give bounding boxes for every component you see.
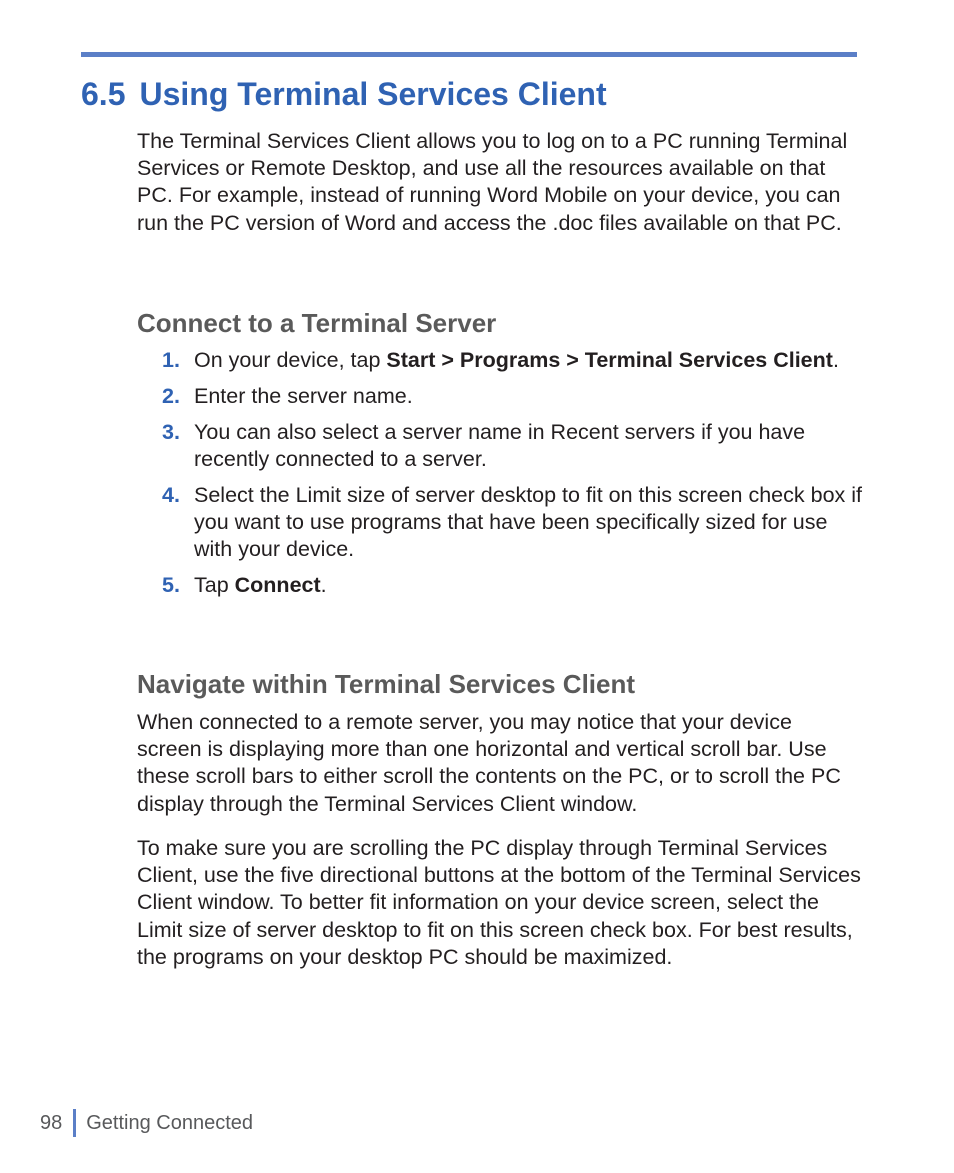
navigate-heading: Navigate within Terminal Services Client	[137, 669, 636, 699]
step-bold-text: Connect	[234, 572, 321, 597]
step-text-end: .	[320, 572, 327, 597]
page-title	[81, 72, 607, 116]
section-number: 6.5	[81, 76, 126, 112]
step-item	[137, 482, 862, 564]
step-item	[137, 383, 862, 410]
step-number: 3.	[162, 419, 180, 444]
step-text: Tap	[194, 572, 235, 597]
step-number: 4.	[162, 482, 180, 507]
footer-separator	[73, 1109, 76, 1137]
section-title-text: Using Terminal Services Client	[139, 76, 607, 112]
step-text: On your device, tap	[194, 348, 387, 372]
top-rule	[81, 52, 857, 57]
step-item	[137, 419, 862, 473]
chapter-name: Getting Connected	[86, 1112, 254, 1134]
step-number: 1.	[162, 348, 180, 372]
step-number: 2.	[162, 383, 180, 408]
step-item	[137, 572, 862, 599]
navigate-paragraph-1: When connected to a remote server, you may notice that your device screen is displaying more than one horizontal and vertical scroll bar. Use these scroll bars to either scroll the contents on the PC, or to scroll the PC display through the Terminal Services Client window.	[137, 710, 841, 816]
step-text: Enter the server name.	[194, 383, 413, 408]
intro-paragraph: The Terminal Services Client allows you to log on to a PC running Terminal Services or Remote Desktop, and use all the resources available on that PC. For example, instead of running Word Mobile on your device, you can run the PC version of Word and access the .doc files available on that PC.	[137, 129, 848, 235]
step-number: 5.	[162, 572, 180, 597]
page-number: 98	[40, 1112, 63, 1134]
step-text: You can also select a server name in Recent servers if you have recently connected to a server.	[194, 419, 806, 471]
step-item	[137, 347, 862, 374]
steps-list	[137, 347, 862, 608]
step-text-end: .	[832, 348, 839, 372]
connect-heading: Connect to a Terminal Server	[137, 308, 497, 338]
step-text: Select the Limit size of server desktop to fit on this screen check box if you want to use programs that have been specifically sized for use with your device.	[194, 482, 863, 561]
navigate-paragraph-2: To make sure you are scrolling the PC display through Terminal Services Client, use the five directional buttons at the bottom of the Terminal Services Client window. To better fit information on your device screen, select the Limit size of server desktop to fit on this screen check box. For best results, the programs on your desktop PC should be maximized.	[137, 836, 861, 969]
step-bold-text: Start > Programs > Terminal Services Client	[386, 348, 833, 372]
page-footer	[40, 1109, 253, 1137]
